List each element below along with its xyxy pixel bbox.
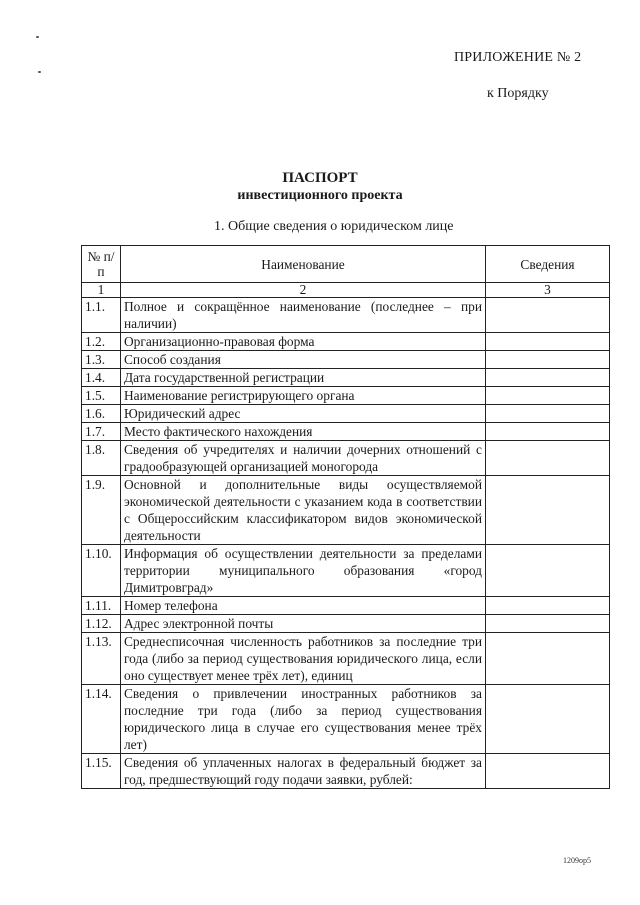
table-body [82, 298, 610, 789]
row-number: 1.10. [82, 545, 121, 597]
table-row [82, 685, 610, 754]
appendix-label: ПРИЛОЖЕНИЕ № 2 [454, 50, 582, 65]
row-name: Наименование регистрирующего органа [121, 387, 486, 405]
index-3: 3 [486, 283, 610, 298]
table-row [82, 545, 610, 597]
row-info-cell[interactable] [486, 615, 610, 633]
row-info-cell[interactable] [486, 369, 610, 387]
row-number: 1.7. [82, 423, 121, 441]
header-name: Наименование [121, 246, 486, 283]
row-name: Юридический адрес [121, 405, 486, 423]
row-name: Номер телефона [121, 597, 486, 615]
table-row [82, 597, 610, 615]
row-name: Сведения об уплаченных налогах в федеральный бюджет за год, предшествующий году подачи заявки, рублей: [121, 754, 486, 789]
row-number: 1.9. [82, 476, 121, 545]
header-number: № п/п [82, 246, 121, 283]
row-name: Способ создания [121, 351, 486, 369]
row-number: 1.11. [82, 597, 121, 615]
row-info-cell[interactable] [486, 387, 610, 405]
row-info-cell[interactable] [486, 545, 610, 597]
row-info-cell[interactable] [486, 633, 610, 685]
row-number: 1.6. [82, 405, 121, 423]
row-name: Среднесписочная численность работников за последние три года (либо за период существования юридического лица, если оно существует менее трёх лет), единиц [121, 633, 486, 685]
table-row [82, 615, 610, 633]
row-info-cell[interactable] [486, 333, 610, 351]
row-number: 1.8. [82, 441, 121, 476]
footer-code: 1209ор5 [563, 856, 591, 865]
table-row [82, 633, 610, 685]
table-row [82, 351, 610, 369]
order-reference: к Порядку [487, 86, 549, 101]
row-info-cell[interactable] [486, 405, 610, 423]
row-info-cell[interactable] [486, 351, 610, 369]
table-header-row [82, 246, 610, 283]
row-info-cell[interactable] [486, 476, 610, 545]
table-row [82, 423, 610, 441]
row-info-cell[interactable] [486, 754, 610, 789]
passport-table [81, 245, 610, 789]
table-row [82, 387, 610, 405]
table-row [82, 405, 610, 423]
row-number: 1.13. [82, 633, 121, 685]
row-name: Сведения об учредителях и наличии дочерних отношений с градообразующей организацией моногорода [121, 441, 486, 476]
table-row [82, 441, 610, 476]
row-name: Информация об осуществлении деятельности за пределами территории муниципального образования «город Димитровград» [121, 545, 486, 597]
section-heading: 1. Общие сведения о юридическом лице [214, 219, 454, 234]
row-name: Основной и дополнительные виды осуществляемой экономической деятельности с указанием кода в соответствии с Общероссийским классификатором видов экономической деятельности [121, 476, 486, 545]
row-number: 1.15. [82, 754, 121, 789]
row-info-cell[interactable] [486, 685, 610, 754]
table-row [82, 298, 610, 333]
row-name: Адрес электронной почты [121, 615, 486, 633]
table-row [82, 369, 610, 387]
row-number: 1.5. [82, 387, 121, 405]
row-number: 1.12. [82, 615, 121, 633]
row-number: 1.2. [82, 333, 121, 351]
table-row [82, 754, 610, 789]
document-title: ПАСПОРТ [282, 170, 358, 186]
row-number: 1.4. [82, 369, 121, 387]
row-name: Организационно-правовая форма [121, 333, 486, 351]
table-row [82, 333, 610, 351]
row-name: Место фактического нахождения [121, 423, 486, 441]
row-info-cell[interactable] [486, 441, 610, 476]
row-number: 1.3. [82, 351, 121, 369]
column-index-row [82, 283, 610, 298]
row-name: Полное и сокращённое наименование (последнее – при наличии) [121, 298, 486, 333]
table-row [82, 476, 610, 545]
index-1: 1 [82, 283, 121, 298]
row-number: 1.14. [82, 685, 121, 754]
header-info: Сведения [486, 246, 610, 283]
index-2: 2 [121, 283, 486, 298]
scan-artifact-dot [38, 71, 41, 73]
document-subtitle: инвестиционного проекта [237, 188, 403, 203]
row-name: Сведения о привлечении иностранных работников за последние три года (либо за период существования юридического лица в случае его существования менее трёх лет) [121, 685, 486, 754]
row-info-cell[interactable] [486, 298, 610, 333]
row-number: 1.1. [82, 298, 121, 333]
row-info-cell[interactable] [486, 423, 610, 441]
row-name: Дата государственной регистрации [121, 369, 486, 387]
row-info-cell[interactable] [486, 597, 610, 615]
scan-artifact-dot [36, 36, 39, 38]
